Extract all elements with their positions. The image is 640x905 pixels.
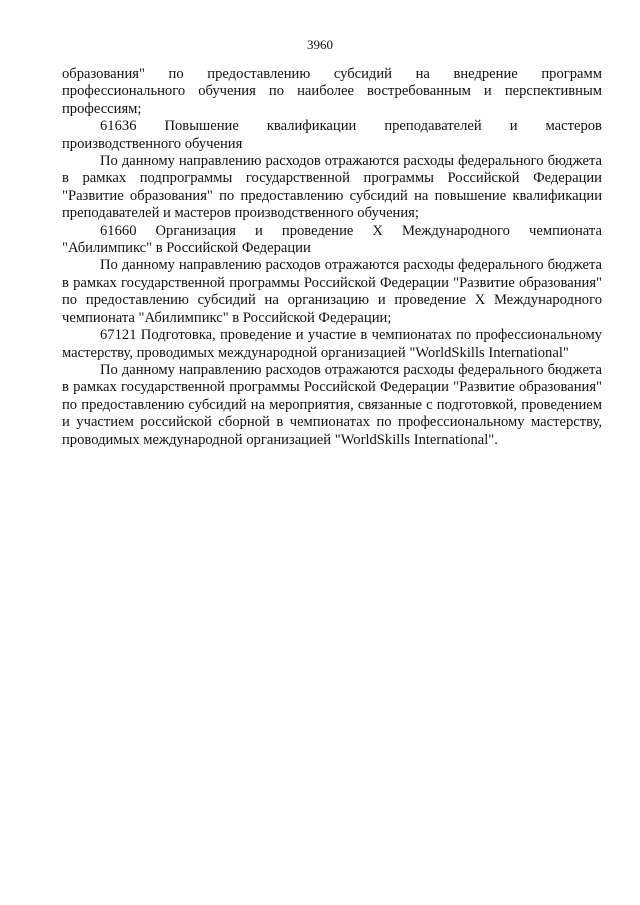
heading-word: и (509, 118, 518, 135)
heading-word: X (372, 222, 383, 239)
heading-word: Повышение (164, 118, 239, 135)
section-61660 (62, 223, 602, 258)
heading-word: квалификации (266, 118, 357, 135)
heading-word: преподавателей (384, 118, 482, 135)
heading-word: чемпионата (529, 222, 602, 239)
section-heading-continuation: "Абилимпикс" в Российской Федерации (62, 240, 311, 257)
section-description: По данному направлению расходов отражаются расходы федерального бюджета в рамках подпрограммы государственной программы Российской Федерации "Развитие образования" по предоставлению субсидий на повышение квалификации преподавателей и мастеров производственного обучения; (62, 153, 602, 222)
paragraph-continuation: образования" по предоставлению субсидий на внедрение программ профессионального обучения по наиболее востребованным и перспективным профессиям; (62, 66, 602, 117)
document-body (62, 66, 602, 449)
section-code: 61660 (100, 222, 137, 239)
section-code: 61636 (100, 118, 137, 135)
section-61636 (62, 118, 602, 153)
heading-word: Международного (402, 222, 510, 239)
section-heading-67121: 67121 Подготовка, проведение и участие в чемпионатах по профессиональному мастерству, проводимых международной организацией "WorldSkills International" (62, 327, 602, 361)
page-number: 3960 (307, 37, 333, 52)
heading-word: мастеров (545, 118, 602, 135)
heading-word: и (255, 222, 263, 239)
section-heading-line (62, 223, 602, 240)
section-description: По данному направлению расходов отражаются расходы федерального бюджета в рамках государственной программы Российской Федерации "Развитие образования" по предоставлению субсидий на организацию и проведение X Международного чемпионата "Абилимпикс" в Российской Федерации; (62, 257, 602, 326)
section-heading-continuation: производственного обучения (62, 135, 243, 152)
heading-word: проведение (281, 222, 354, 239)
heading-word: Организация (155, 222, 237, 239)
section-description: По данному направлению расходов отражаются расходы федерального бюджета в рамках государственной программы Российской Федерации "Развитие образования" по предоставлению субсидий на мероприятия, связанные с подготовкой, проведением и участием российской сборной в чемпионатах по профессиональному мастерству, проводимых международной организацией "WorldSkills International". (62, 361, 602, 448)
section-heading-line (62, 118, 602, 135)
